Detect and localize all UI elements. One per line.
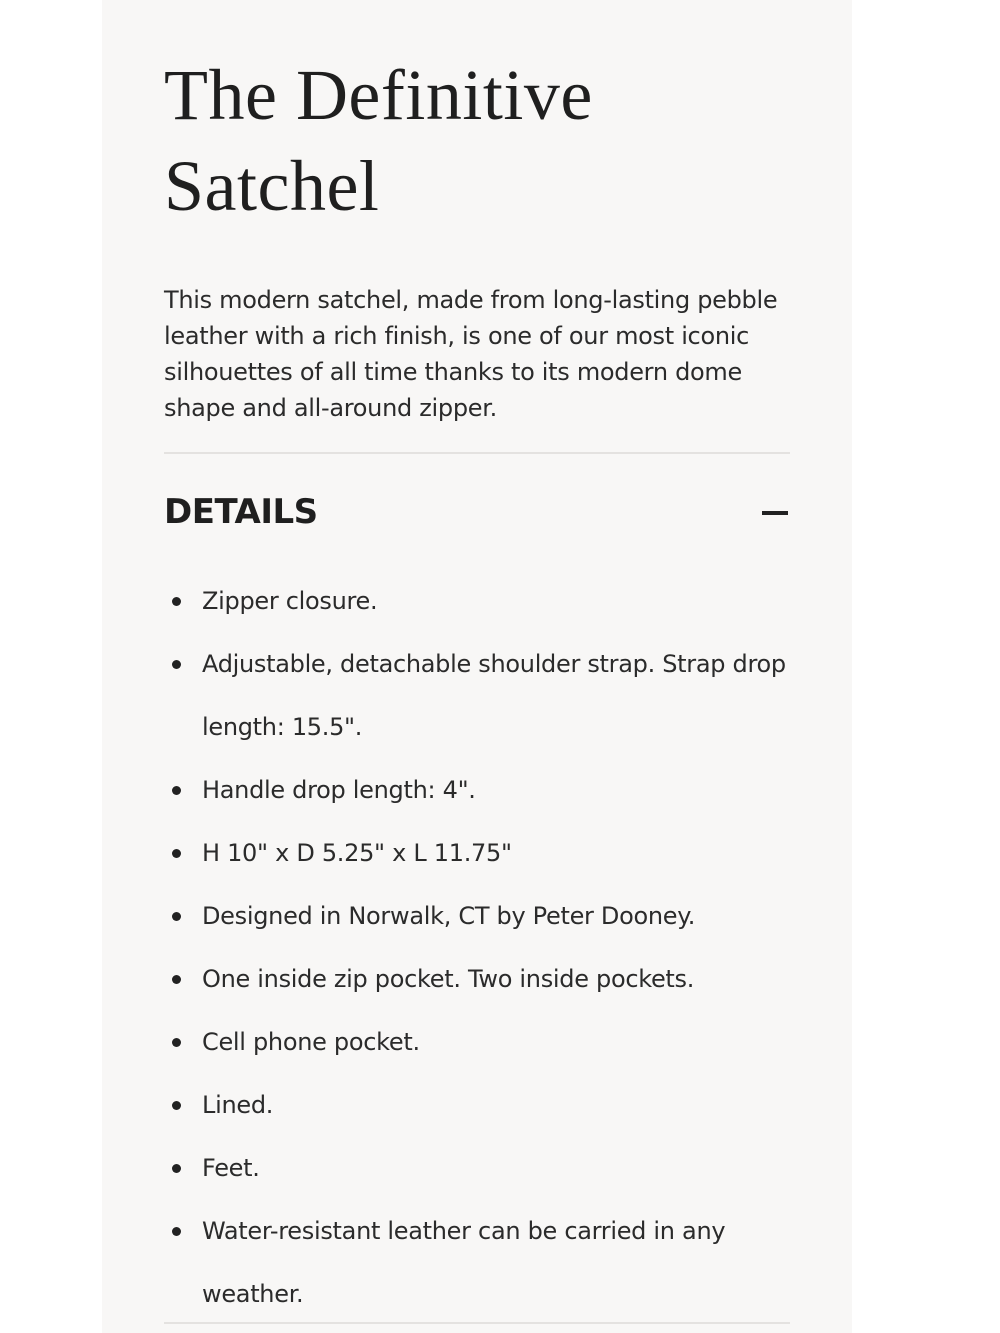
product-description: This modern satchel, made from long-lasting pebble leather with a rich finish, is one of our most iconic silhouettes of all time thanks to its modern dome shape and all-around zipper. bbox=[164, 286, 778, 422]
product-info-panel bbox=[102, 0, 852, 1333]
details-list-item: Feet. bbox=[164, 1137, 790, 1200]
product-title: The Definitive Satchel bbox=[164, 55, 593, 226]
details-list-item: Water-resistant leather can be carried in any weather. bbox=[164, 1200, 790, 1326]
details-list-item: Adjustable, detachable shoulder strap. Strap drop length: 15.5". bbox=[164, 633, 790, 759]
details-list bbox=[164, 570, 790, 1326]
minus-icon[interactable] bbox=[762, 511, 788, 515]
details-list-item: Designed in Norwalk, CT by Peter Dooney. bbox=[164, 885, 790, 948]
divider bbox=[164, 1322, 790, 1324]
details-list-item: Zipper closure. bbox=[164, 570, 790, 633]
details-heading: DETAILS bbox=[164, 492, 318, 532]
details-list-item: H 10" x D 5.25" x L 11.75" bbox=[164, 822, 790, 885]
details-list-item: One inside zip pocket. Two inside pockets. bbox=[164, 948, 790, 1011]
details-accordion-toggle[interactable] bbox=[164, 484, 790, 544]
details-list-item: Cell phone pocket. bbox=[164, 1011, 790, 1074]
details-list-item: Lined. bbox=[164, 1074, 790, 1137]
details-list-item: Handle drop length: 4". bbox=[164, 759, 790, 822]
divider bbox=[164, 452, 790, 454]
